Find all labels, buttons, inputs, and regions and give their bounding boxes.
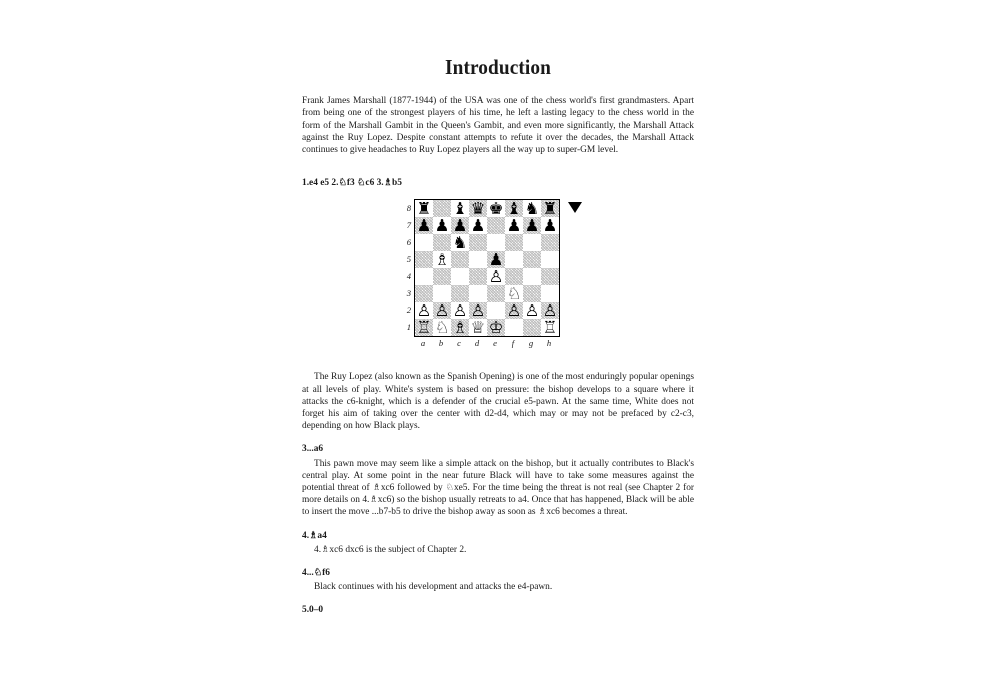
move-heading-5-castles: 5.0–0 [302,605,324,616]
board-square-f2 [505,302,523,319]
rank-label: 5 [406,253,411,264]
board-square-h7 [541,217,559,234]
board-square-h2 [541,302,559,319]
board-square-a5 [415,251,433,268]
white-knight-icon: ♘ [434,317,450,337]
board-square-b7 [433,217,451,234]
board-square-e6 [487,234,505,251]
rank-label: 7 [406,219,411,230]
black-knight-icon: ♞ [524,198,540,218]
board-square-h4 [541,268,559,285]
move-heading-4-ba4: 4.♗a4 [302,530,327,541]
black-rook-icon: ♜ [416,198,432,218]
board-square-c4 [451,268,469,285]
board-square-e7 [487,217,505,234]
ruy-lopez-paragraph: The Ruy Lopez (also known as the Spanish Opening) is one of the most enduringly popular openings at all levels of play. White's system is based on pressure: the bishop develops to a square where it attacks the c6-knight, which is a defender of the crucial e5-pawn. At the same time, White does not forget his aim of taking over the center with d2-d4, which may or may not be prefaced by c2-c3, depending on how Black plays. [302,372,694,432]
black-bishop-icon: ♝ [452,198,468,218]
opening-move-line: 1.e4 e5 2.♘f3 ♘c6 3.♗b5 [302,178,402,189]
board-square-g8 [523,200,541,217]
board-square-g7 [523,217,541,234]
board-square-b1 [433,319,451,336]
file-label: d [474,338,480,349]
board-square-g6 [523,234,541,251]
board-square-b3 [433,285,451,302]
board-square-f7 [505,217,523,234]
board-square-d7 [469,217,487,234]
white-pawn-icon: ♙ [524,300,540,320]
white-pawn-icon: ♙ [470,300,486,320]
board-square-c6 [451,234,469,251]
board-square-d2 [469,302,487,319]
black-pawn-icon: ♟ [452,215,468,235]
board-square-g1 [523,319,541,336]
board-square-f1 [505,319,523,336]
file-label: e [493,338,497,349]
board-square-d3 [469,285,487,302]
black-bishop-icon: ♝ [506,198,522,218]
board-square-g2 [523,302,541,319]
file-label: h [546,338,552,349]
board-square-c8 [451,200,469,217]
board-square-b4 [433,268,451,285]
chess-diagram-wrapper [302,199,694,359]
black-knight-icon: ♞ [452,232,468,252]
board-square-c7 [451,217,469,234]
board-square-c1 [451,319,469,336]
board-square-a3 [415,285,433,302]
move-heading-3-a6: 3...a6 [302,444,324,455]
a4-comment-paragraph: 4.♗xc6 dxc6 is the subject of Chapter 2. [314,544,467,555]
board-square-e5 [487,251,505,268]
board-square-d6 [469,234,487,251]
board-square-f3 [505,285,523,302]
black-triangle-icon [568,202,582,213]
white-bishop-icon: ♗ [434,249,450,269]
board-square-e4 [487,268,505,285]
white-pawn-icon: ♙ [434,300,450,320]
black-pawn-icon: ♟ [488,249,504,269]
board-square-e3 [487,285,505,302]
chess-board-frame [414,199,560,337]
board-square-g5 [523,251,541,268]
board-square-c5 [451,251,469,268]
board-square-a1 [415,319,433,336]
board-square-h5 [541,251,559,268]
board-square-b5 [433,251,451,268]
board-square-d8 [469,200,487,217]
black-queen-icon: ♛ [470,198,486,218]
rank-label: 6 [406,236,411,247]
file-label: g [528,338,534,349]
board-square-d1 [469,319,487,336]
white-king-icon: ♔ [488,317,504,337]
black-pawn-icon: ♟ [542,215,558,235]
file-label: b [438,338,444,349]
black-pawn-icon: ♟ [506,215,522,235]
black-king-icon: ♚ [488,198,504,218]
white-pawn-icon: ♙ [506,300,522,320]
file-label: c [457,338,461,349]
board-square-h1 [541,319,559,336]
board-square-a7 [415,217,433,234]
a6-comment-paragraph: This pawn move may seem like a simple attack on the bishop, but it actually contributes to Black's central play. At some point in the near future Black will have to take some measures against the potential threat of ♗xc6 followed by ♘xe5. For the time being the threat is not real (see Chapter 2 for more details on 4.♗xc6) so the bishop usually retreats to a4. Once that has happened, Black will be able to insert the move ...b7-b5 to drive the bishop away as soon as ♗xc6 becomes a threat. [302,458,694,518]
board-square-c3 [451,285,469,302]
rank-label: 3 [406,287,411,298]
board-square-a2 [415,302,433,319]
page-title: Introduction [445,55,551,79]
black-pawn-icon: ♟ [416,215,432,235]
white-rook-icon: ♖ [542,317,558,337]
board-square-c2 [451,302,469,319]
rank-label: 8 [406,202,411,213]
board-square-f6 [505,234,523,251]
file-label: a [420,338,426,349]
board-square-e8 [487,200,505,217]
white-pawn-icon: ♙ [542,300,558,320]
file-label: f [511,338,515,349]
board-square-a8 [415,200,433,217]
rank-label: 4 [406,270,411,281]
rank-labels [399,199,411,335]
black-pawn-icon: ♟ [470,215,486,235]
file-labels [414,338,558,348]
black-pawn-icon: ♟ [434,215,450,235]
spacer [302,156,694,166]
move-heading-4-nf6: 4...♘f6 [302,567,330,578]
white-knight-icon: ♘ [506,283,522,303]
board-square-a4 [415,268,433,285]
board-square-f4 [505,268,523,285]
white-pawn-icon: ♙ [488,266,504,286]
board-square-h8 [541,200,559,217]
nf6-comment-paragraph: Black continues with his development and attacks the e4-pawn. [314,582,553,593]
rank-label: 2 [406,304,411,315]
white-queen-icon: ♕ [470,317,486,337]
white-bishop-icon: ♗ [452,317,468,337]
white-pawn-icon: ♙ [452,300,468,320]
board-square-g4 [523,268,541,285]
board-square-f5 [505,251,523,268]
board-square-e2 [487,302,505,319]
board-square-g3 [523,285,541,302]
rank-label: 1 [406,321,411,332]
black-pawn-icon: ♟ [524,215,540,235]
board-square-b2 [433,302,451,319]
intro-paragraph: Frank James Marshall (1877-1944) of the USA was one of the chess world's first grandmasters. Apart from being one of the strongest players of his time, he left a lasting legacy to the chess world in the form of the Marshall Gambit in the Queen's Gambit, and even more significantly, the Marshall Attack against the Ruy Lopez. Despite constant attempts to refute it over the decades, the Marshall Attack continues to give headaches to Ruy Lopez players all the way up to super-GM level. [302,96,694,155]
page-content [302,56,694,619]
white-pawn-icon: ♙ [416,300,432,320]
chess-diagram [406,198,560,349]
black-rook-icon: ♜ [542,198,558,218]
board-square-d4 [469,268,487,285]
board-square-f8 [505,200,523,217]
board-square-e1 [487,319,505,336]
chess-board [415,200,559,336]
board-square-d5 [469,251,487,268]
board-square-h3 [541,285,559,302]
board-square-a6 [415,234,433,251]
white-rook-icon: ♖ [416,317,432,337]
board-square-b6 [433,234,451,251]
board-square-b8 [433,200,451,217]
board-square-h6 [541,234,559,251]
